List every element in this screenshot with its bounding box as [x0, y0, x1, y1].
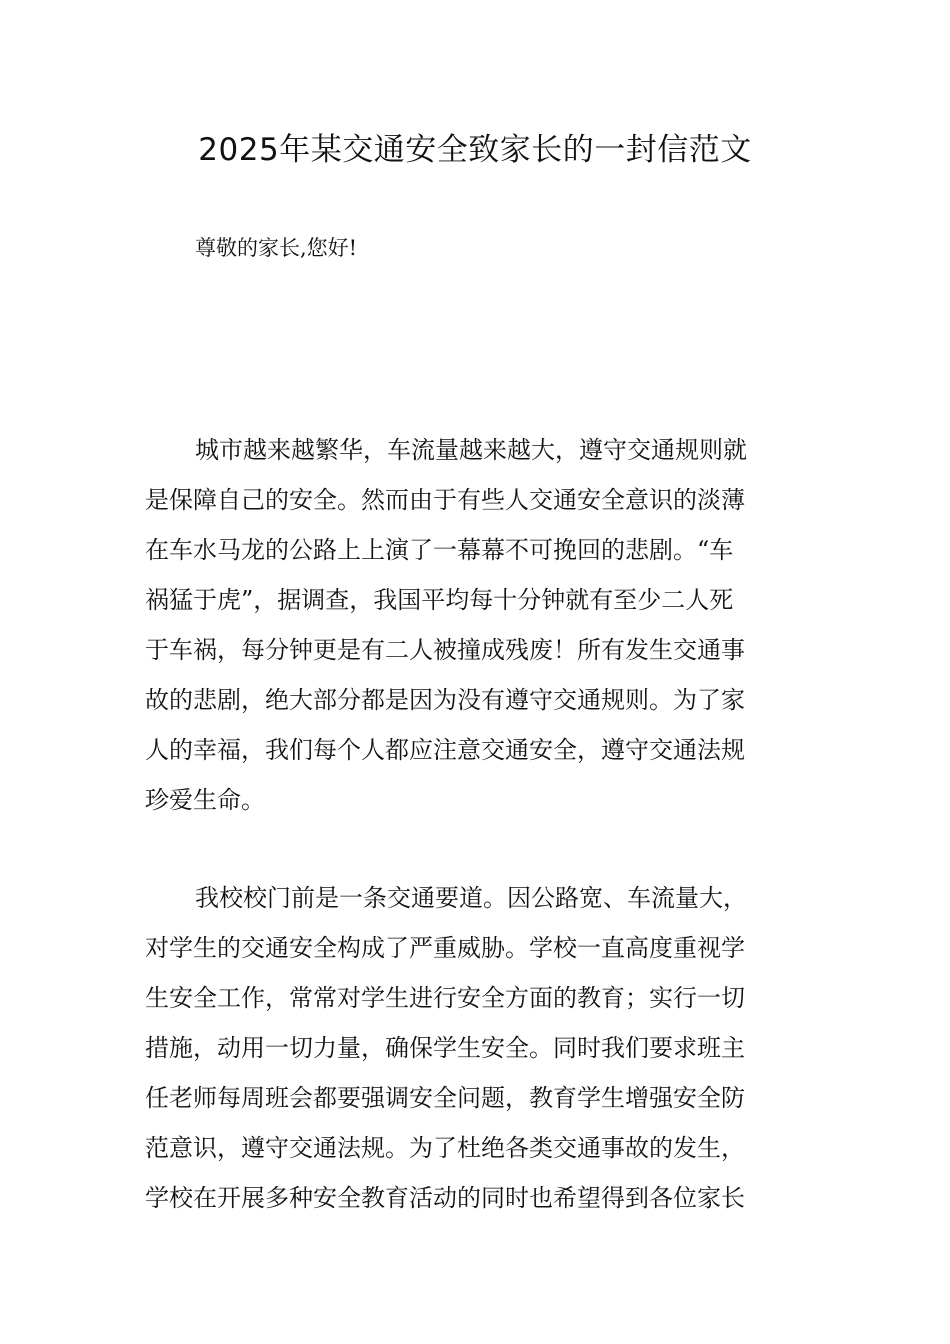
- paragraph-line: 任老师每周班会都要强调安全问题，教育学生增强安全防: [145, 1084, 745, 1112]
- paragraph-line: 祸猛于虎”，据调查，我国平均每十分钟就有至少二人死: [145, 586, 734, 614]
- paragraph-line: 故的悲剧，绝大部分都是因为没有遵守交通规则。为了家: [145, 686, 745, 714]
- paragraph-1: [145, 432, 805, 832]
- paragraph-line: 城市越来越繁华，车流量越来越大，遵守交通规则就: [195, 436, 747, 464]
- paragraph-line: 人的幸福，我们每个人都应注意交通安全，遵守交通法规: [145, 736, 745, 764]
- paragraph-line: 我校校门前是一条交通要道。因公路宽、车流量大，: [195, 884, 747, 912]
- paragraph-line: 珍爱生命。: [145, 786, 265, 814]
- paragraph-2: [145, 880, 805, 1230]
- greeting: 尊敬的家长,您好!: [195, 236, 358, 260]
- paragraph-line: 于车祸，每分钟更是有二人被撞成残废！所有发生交通事: [145, 636, 745, 664]
- page-title: 2025年某交通安全致家长的一封信范文: [198, 132, 752, 168]
- paragraph-line: 是保障自己的安全。然而由于有些人交通安全意识的淡薄: [145, 486, 745, 514]
- paragraph-line: 对学生的交通安全构成了严重威胁。学校一直高度重视学: [145, 934, 745, 962]
- paragraph-line: 学校在开展多种安全教育活动的同时也希望得到各位家长: [145, 1184, 745, 1212]
- paragraph-line: 措施，动用一切力量，确保学生安全。同时我们要求班主: [145, 1034, 745, 1062]
- paragraph-line: 范意识，遵守交通法规。为了杜绝各类交通事故的发生，: [145, 1134, 745, 1162]
- paragraph-line: 生安全工作，常常对学生进行安全方面的教育；实行一切: [145, 984, 745, 1012]
- paragraph-line: 在车水马龙的公路上上演了一幕幕不可挽回的悲剧。“车: [145, 536, 734, 564]
